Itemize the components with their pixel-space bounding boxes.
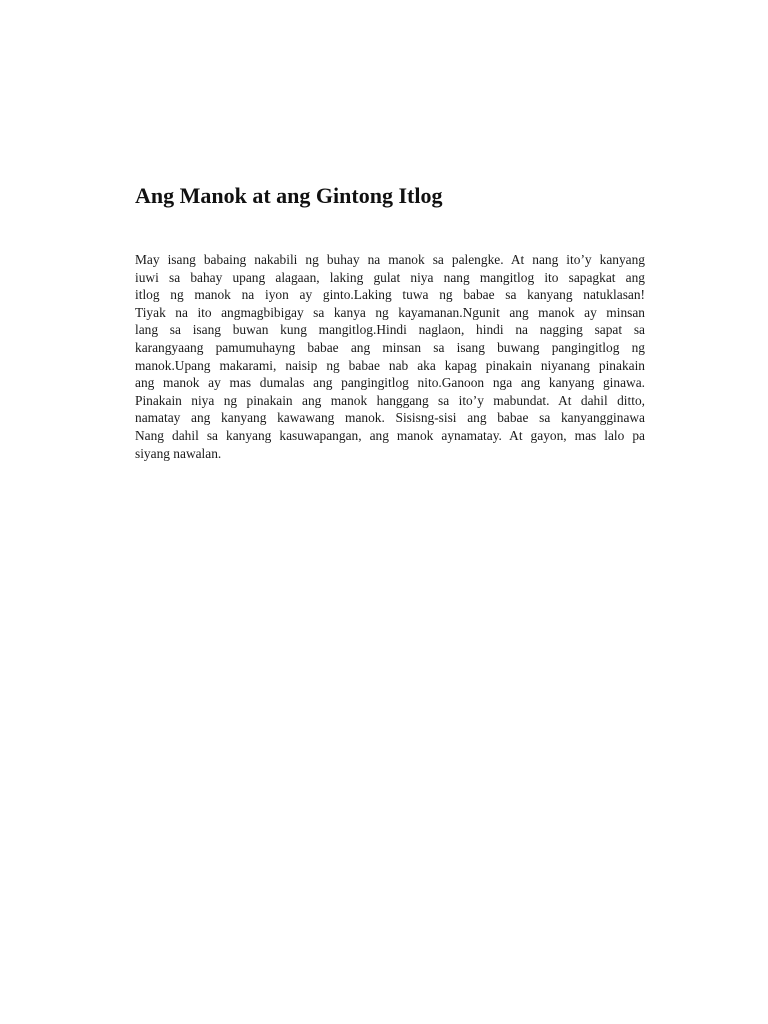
paragraph-line: May isang babaing nakabili ng buhay na manok sa palengke. At nang ito’y kanyang [135, 252, 645, 267]
paragraph-line: Nang dahil sa kanyang kasuwapangan, ang manok aynamatay. At gayon, mas lalo pa [135, 427, 645, 443]
document-title: Ang Manok at ang Gintong Itlog [135, 183, 443, 208]
paragraph-line: manok.Upang makarami, naisip ng babae nab aka kapag pinakain niyanang pinakain [135, 357, 645, 373]
story-paragraph [135, 251, 645, 462]
paragraph-line: siyang nawalan. [135, 445, 222, 461]
paragraph-line: Tiyak na ito angmagbibigay sa kanya ng kayamanan.Ngunit ang manok ay minsan [135, 304, 645, 320]
paragraph-line: karangyaang pamumuhayng babae ang minsan sa isang buwang pangingitlog ng [135, 339, 645, 355]
paragraph-line: ang manok ay mas dumalas ang pangingitlog nito.Ganoon nga ang kanyang ginawa. [135, 375, 645, 391]
paragraph-line: itlog ng manok na iyon ay ginto.Laking tuwa ng babae sa kanyang natuklasan! [135, 287, 645, 303]
paragraph-line: namatay ang kanyang kawawang manok. Sisisng-sisi ang babae sa kanyangginawa [135, 410, 645, 426]
paragraph-line: iuwi sa bahay upang alagaan, laking gulat niya nang mangitlog ito sapagkat ang [135, 269, 645, 285]
paragraph-line: lang sa isang buwan kung mangitlog.Hindi naglaon, hindi na nagging sapat sa [135, 322, 645, 338]
paragraph-line: Pinakain niya ng pinakain ang manok hanggang sa ito’y mabundat. At dahil ditto, [135, 392, 645, 408]
